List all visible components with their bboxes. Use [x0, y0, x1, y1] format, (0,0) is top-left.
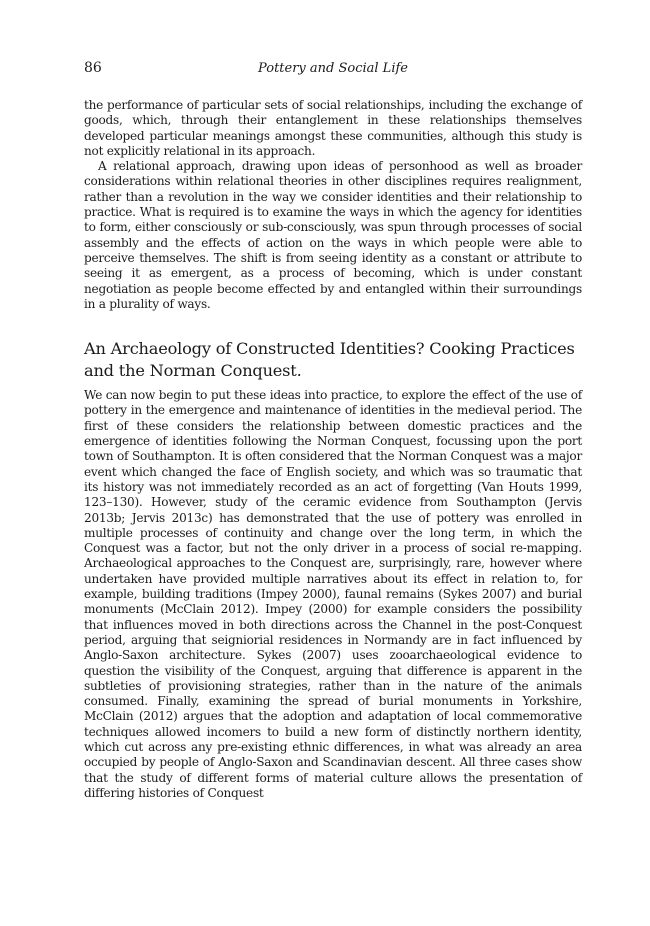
paragraph-continued: the performance of particular sets of social relationships, including the exchange of goods, which, through their entanglement in these relationships themselves developed particular meanings amongst these communities, although this study is not explicitly relational in its approach.: [84, 98, 582, 158]
paragraph-relational-approach: A relational approach, drawing upon ideas of personhood as well as broader considerations within relational theories in other disciplines requires realignment, rather than a revolution in the way we consider identities and their relationship to practice. What is required is to examine the ways in which the agency for identities to form, either consciously or sub-consciously, was spun through processes of social assembly and the effects of action on the ways in which people were able to perceive themselves. The shift is from seeing identity as a constant or attribute to seeing it as emergent, as a process of becoming, which is under constant negotiation as people become effected by and entangled within their surroundings in a plurality of ways.: [84, 159, 582, 311]
body-text: [84, 98, 582, 801]
section-heading: An Archaeology of Constructed Identities? Cooking Practices and the Norman Conquest.: [84, 339, 575, 381]
running-head: [84, 60, 582, 80]
page-number: 86: [84, 60, 102, 76]
paragraph-section-body: We can now begin to put these ideas into practice, to explore the effect of the use of pottery in the emergence and maintenance of identities in the medieval period. The first of these considers the relationship between domestic practices and the emergence of identities following the Norman Conquest, focussing upon the port town of Southampton. It is often considered that the Norman Conquest was a major event which changed the face of English society, and which was so traumatic that its history was not immediately recorded as an act of forgetting (Van Houts 1999, 123–130). However, study of the ceramic evidence from Southampton (Jervis 2013b; Jervis 2013c) has demonstrated that the use of pottery was enrolled in multiple processes of continuity and change over the long term, in which the Conquest was a factor, but not the only driver in a process of social re-mapping. Archaeological approaches to the Conquest are, surprisingly, rare, however where undertaken have provided multiple narratives about its effect in relation to, for example, building traditions (Impey 2000), faunal remains (Sykes 2007) and burial monuments (McClain 2012). Impey (2000) for example considers the possibility that influences moved in both directions across the Channel in the post-Conquest period, arguing that seigniorial residences in Normandy are in fact influenced by Anglo-Saxon architecture. Sykes (2007) uses zooarchaeological evidence to question the visibility of the Conquest, arguing that difference is apparent in the subtleties of provisioning strategies, rather than in the nature of the animals consumed. Finally, examining the spread of burial monuments in Yorkshire, McClain (2012) argues that the adoption and adaptation of local commemorative techniques allowed incomers to build a new form of distinctly northern identity, which cut across any pre-existing ethnic differences, in what was already an area occupied by people of Anglo-Saxon and Scandinavian descent. All three cases show that the study of different forms of material culture allows the presentation of differing histories of Conquest: [84, 388, 582, 800]
running-title: Pottery and Social Life: [258, 61, 408, 76]
